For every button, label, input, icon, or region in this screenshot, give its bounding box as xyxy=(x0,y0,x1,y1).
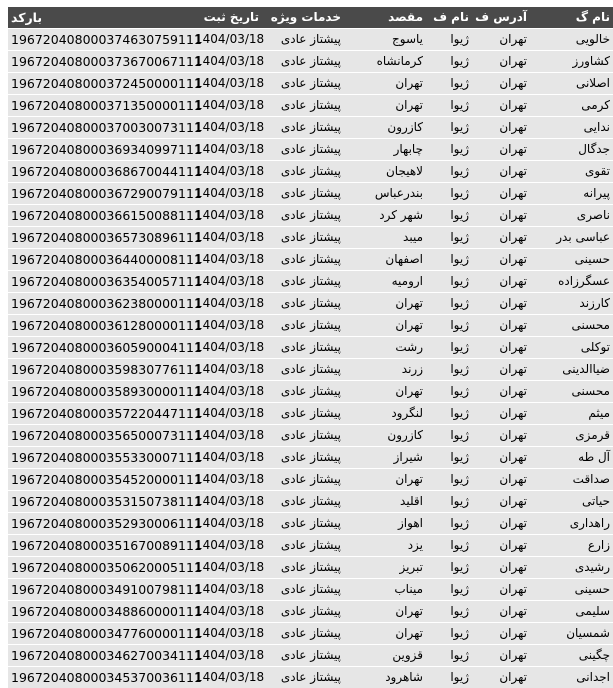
cell-destination[interactable]: لاهیجان xyxy=(344,161,426,183)
cell-recipient-name[interactable]: پیرانه xyxy=(530,183,613,205)
cell-service[interactable]: پیشتاز عادی xyxy=(262,667,344,688)
cell-sender-address[interactable]: تهران xyxy=(472,227,530,249)
cell-service[interactable]: پیشتاز عادی xyxy=(262,161,344,183)
cell-sender-address[interactable]: تهران xyxy=(472,359,530,381)
cell-service[interactable]: پیشتاز عادی xyxy=(262,227,344,249)
cell-destination[interactable]: اصفهان xyxy=(344,249,426,271)
cell-sender-address[interactable]: تهران xyxy=(472,271,530,293)
cell-destination[interactable]: بندرعباس xyxy=(344,183,426,205)
cell-destination[interactable]: تهران xyxy=(344,601,426,623)
cell-recipient-name[interactable]: حیاتی xyxy=(530,491,613,513)
cell-destination[interactable]: تهران xyxy=(344,381,426,403)
cell-recipient-name[interactable]: سلیمی xyxy=(530,601,613,623)
cell-barcode[interactable]: 196720408000372450000111 xyxy=(8,73,192,95)
cell-sender-address[interactable]: تهران xyxy=(472,73,530,95)
cell-service[interactable]: پیشتاز عادی xyxy=(262,425,344,447)
cell-barcode[interactable]: 196720408000355330007111 xyxy=(8,447,192,469)
cell-recipient-name[interactable]: تقوی xyxy=(530,161,613,183)
cell-date[interactable]: 1404/03/18 xyxy=(192,73,262,95)
cell-service[interactable]: پیشتاز عادی xyxy=(262,205,344,227)
cell-sender-address[interactable]: تهران xyxy=(472,381,530,403)
cell-service[interactable]: پیشتاز عادی xyxy=(262,315,344,337)
cell-date[interactable]: 1404/03/18 xyxy=(192,29,262,51)
cell-date[interactable]: 1404/03/18 xyxy=(192,535,262,557)
cell-date[interactable]: 1404/03/18 xyxy=(192,403,262,425)
cell-sender-name[interactable]: ژیوا xyxy=(426,315,472,337)
cell-sender-name[interactable]: ژیوا xyxy=(426,403,472,425)
cell-barcode[interactable]: 196720408000354520000111 xyxy=(8,469,192,491)
cell-sender-name[interactable]: ژیوا xyxy=(426,623,472,645)
cell-sender-name[interactable]: ژیوا xyxy=(426,447,472,469)
cell-sender-address[interactable]: تهران xyxy=(472,469,530,491)
cell-barcode[interactable]: 196720408000362380000111 xyxy=(8,293,192,315)
cell-barcode[interactable]: 196720408000347760000111 xyxy=(8,623,192,645)
cell-destination[interactable]: چابهار xyxy=(344,139,426,161)
cell-barcode[interactable]: 196720408000368670044111 xyxy=(8,161,192,183)
table-row[interactable] xyxy=(8,535,613,557)
cell-destination[interactable]: اقلید xyxy=(344,491,426,513)
cell-recipient-name[interactable]: محسنی xyxy=(530,315,613,337)
cell-service[interactable]: پیشتاز عادی xyxy=(262,51,344,73)
cell-sender-name[interactable]: ژیوا xyxy=(426,271,472,293)
cell-sender-name[interactable]: ژیوا xyxy=(426,51,472,73)
cell-destination[interactable]: قزوین xyxy=(344,645,426,667)
table-row[interactable] xyxy=(8,469,613,491)
cell-recipient-name[interactable]: چگینی xyxy=(530,645,613,667)
cell-recipient-name[interactable]: اصلانی xyxy=(530,73,613,95)
cell-barcode[interactable]: 196720408000350620005111 xyxy=(8,557,192,579)
cell-service[interactable]: پیشتاز عادی xyxy=(262,359,344,381)
cell-recipient-name[interactable]: شمسیان xyxy=(530,623,613,645)
cell-date[interactable]: 1404/03/18 xyxy=(192,469,262,491)
cell-sender-address[interactable]: تهران xyxy=(472,623,530,645)
cell-service[interactable]: پیشتاز عادی xyxy=(262,557,344,579)
cell-barcode[interactable]: 196720408000371350000111 xyxy=(8,95,192,117)
cell-recipient-name[interactable]: خالویی xyxy=(530,29,613,51)
cell-barcode[interactable]: 196720408000366150088111 xyxy=(8,205,192,227)
cell-service[interactable]: پیشتاز عادی xyxy=(262,623,344,645)
cell-sender-address[interactable]: تهران xyxy=(472,425,530,447)
cell-service[interactable]: پیشتاز عادی xyxy=(262,645,344,667)
cell-recipient-name[interactable]: حسینی xyxy=(530,249,613,271)
table-row[interactable] xyxy=(8,337,613,359)
table-row[interactable] xyxy=(8,271,613,293)
cell-destination[interactable]: تهران xyxy=(344,73,426,95)
table-row[interactable] xyxy=(8,73,613,95)
table-row[interactable] xyxy=(8,95,613,117)
cell-recipient-name[interactable]: کارزند xyxy=(530,293,613,315)
cell-date[interactable]: 1404/03/18 xyxy=(192,95,262,117)
cell-recipient-name[interactable]: ندایی xyxy=(530,117,613,139)
cell-destination[interactable]: تهران xyxy=(344,623,426,645)
table-row[interactable] xyxy=(8,623,613,645)
table-row[interactable] xyxy=(8,359,613,381)
cell-barcode[interactable]: 196720408000363540057111 xyxy=(8,271,192,293)
cell-recipient-name[interactable]: صداقت xyxy=(530,469,613,491)
cell-destination[interactable]: کازرون xyxy=(344,425,426,447)
cell-date[interactable]: 1404/03/18 xyxy=(192,601,262,623)
cell-sender-address[interactable]: تهران xyxy=(472,601,530,623)
cell-recipient-name[interactable]: توکلی xyxy=(530,337,613,359)
cell-date[interactable]: 1404/03/18 xyxy=(192,425,262,447)
cell-sender-name[interactable]: ژیوا xyxy=(426,667,472,688)
cell-recipient-name[interactable]: ناصری xyxy=(530,205,613,227)
cell-date[interactable]: 1404/03/18 xyxy=(192,249,262,271)
table-row[interactable] xyxy=(8,601,613,623)
cell-sender-address[interactable]: تهران xyxy=(472,205,530,227)
cell-sender-name[interactable]: ژیوا xyxy=(426,557,472,579)
table-row[interactable] xyxy=(8,645,613,667)
cell-destination[interactable]: تهران xyxy=(344,293,426,315)
cell-date[interactable]: 1404/03/18 xyxy=(192,117,262,139)
cell-sender-address[interactable]: تهران xyxy=(472,403,530,425)
cell-barcode[interactable]: 196720408000346270034111 xyxy=(8,645,192,667)
cell-recipient-name[interactable]: جدگال xyxy=(530,139,613,161)
cell-date[interactable]: 1404/03/18 xyxy=(192,227,262,249)
cell-sender-address[interactable]: تهران xyxy=(472,579,530,601)
cell-service[interactable]: پیشتاز عادی xyxy=(262,95,344,117)
cell-service[interactable]: پیشتاز عادی xyxy=(262,491,344,513)
cell-destination[interactable]: میناب xyxy=(344,579,426,601)
cell-sender-address[interactable]: تهران xyxy=(472,557,530,579)
cell-destination[interactable]: شیراز xyxy=(344,447,426,469)
cell-barcode[interactable]: 196720408000369340997111 xyxy=(8,139,192,161)
cell-recipient-name[interactable]: اجدانی xyxy=(530,667,613,688)
cell-service[interactable]: پیشتاز عادی xyxy=(262,139,344,161)
cell-sender-name[interactable]: ژیوا xyxy=(426,205,472,227)
cell-date[interactable]: 1404/03/18 xyxy=(192,271,262,293)
cell-date[interactable]: 1404/03/18 xyxy=(192,51,262,73)
table-row[interactable] xyxy=(8,579,613,601)
cell-service[interactable]: پیشتاز عادی xyxy=(262,293,344,315)
cell-sender-address[interactable]: تهران xyxy=(472,447,530,469)
cell-sender-name[interactable]: ژیوا xyxy=(426,579,472,601)
table-row[interactable] xyxy=(8,381,613,403)
shipment-sheet xyxy=(8,7,593,688)
cell-recipient-name[interactable]: رشیدی xyxy=(530,557,613,579)
header-destination[interactable]: مقصد xyxy=(344,7,426,29)
cell-recipient-name[interactable]: کشاورز xyxy=(530,51,613,73)
cell-destination[interactable]: تبریز xyxy=(344,557,426,579)
cell-date[interactable]: 1404/03/18 xyxy=(192,337,262,359)
table-header xyxy=(8,7,613,29)
cell-sender-name[interactable]: ژیوا xyxy=(426,29,472,51)
cell-service[interactable]: پیشتاز عادی xyxy=(262,271,344,293)
cell-date[interactable]: 1404/03/18 xyxy=(192,513,262,535)
cell-service[interactable]: پیشتاز عادی xyxy=(262,535,344,557)
cell-barcode[interactable]: 196720408000370030073111 xyxy=(8,117,192,139)
cell-sender-address[interactable]: تهران xyxy=(472,315,530,337)
cell-recipient-name[interactable]: راهداری xyxy=(530,513,613,535)
cell-service[interactable]: پیشتاز عادی xyxy=(262,29,344,51)
cell-destination[interactable]: شاهرود xyxy=(344,667,426,688)
cell-sender-address[interactable]: تهران xyxy=(472,513,530,535)
cell-destination[interactable]: لنگرود xyxy=(344,403,426,425)
cell-sender-name[interactable]: ژیوا xyxy=(426,513,472,535)
table-row[interactable] xyxy=(8,557,613,579)
header-sender-address[interactable]: آدرس ف xyxy=(472,7,530,29)
cell-sender-address[interactable]: تهران xyxy=(472,491,530,513)
shipment-table xyxy=(8,7,613,688)
cell-date[interactable]: 1404/03/18 xyxy=(192,579,262,601)
cell-barcode[interactable]: 196720408000373670067111 xyxy=(8,51,192,73)
header-barcode[interactable]: بارکد xyxy=(8,7,192,29)
cell-barcode[interactable]: 196720408000358930000111 xyxy=(8,381,192,403)
cell-destination[interactable]: کازرون xyxy=(344,117,426,139)
cell-destination[interactable]: ارومیه xyxy=(344,271,426,293)
table-row[interactable] xyxy=(8,117,613,139)
cell-service[interactable]: پیشتاز عادی xyxy=(262,579,344,601)
cell-destination[interactable]: میبد xyxy=(344,227,426,249)
cell-date[interactable]: 1404/03/18 xyxy=(192,447,262,469)
cell-service[interactable]: پیشتاز عادی xyxy=(262,337,344,359)
cell-sender-address[interactable]: تهران xyxy=(472,293,530,315)
cell-sender-name[interactable]: ژیوا xyxy=(426,117,472,139)
cell-barcode[interactable]: 196720408000351670089111 xyxy=(8,535,192,557)
cell-sender-name[interactable]: ژیوا xyxy=(426,425,472,447)
cell-destination[interactable]: رشت xyxy=(344,337,426,359)
cell-date[interactable]: 1404/03/18 xyxy=(192,205,262,227)
cell-destination[interactable]: شهر کرد xyxy=(344,205,426,227)
cell-recipient-name[interactable]: عسگرزاده xyxy=(530,271,613,293)
cell-sender-name[interactable]: ژیوا xyxy=(426,535,472,557)
cell-barcode[interactable]: 196720408000349100798111 xyxy=(8,579,192,601)
cell-barcode[interactable]: 196720408000348860000111 xyxy=(8,601,192,623)
cell-date[interactable]: 1404/03/18 xyxy=(192,359,262,381)
cell-destination[interactable]: یاسوج xyxy=(344,29,426,51)
header-recipient-name[interactable]: نام گ xyxy=(530,7,613,29)
cell-recipient-name[interactable]: آل طه xyxy=(530,447,613,469)
cell-sender-name[interactable]: ژیوا xyxy=(426,183,472,205)
cell-sender-address[interactable]: تهران xyxy=(472,29,530,51)
cell-date[interactable]: 1404/03/18 xyxy=(192,183,262,205)
table-row[interactable] xyxy=(8,491,613,513)
cell-service[interactable]: پیشتاز عادی xyxy=(262,117,344,139)
header-sender-name[interactable]: نام ف xyxy=(426,7,472,29)
cell-sender-name[interactable]: ژیوا xyxy=(426,161,472,183)
cell-service[interactable]: پیشتاز عادی xyxy=(262,513,344,535)
table-body xyxy=(8,29,613,688)
cell-sender-name[interactable]: ژیوا xyxy=(426,601,472,623)
cell-recipient-name[interactable]: زارع xyxy=(530,535,613,557)
table-row[interactable] xyxy=(8,183,613,205)
cell-barcode[interactable]: 196720408000374630759111 xyxy=(8,29,192,51)
cell-date[interactable]: 1404/03/18 xyxy=(192,139,262,161)
cell-recipient-name[interactable]: میثم xyxy=(530,403,613,425)
cell-sender-address[interactable]: تهران xyxy=(472,337,530,359)
table-row[interactable] xyxy=(8,51,613,73)
header-row xyxy=(8,7,613,29)
cell-destination[interactable]: یزد xyxy=(344,535,426,557)
cell-sender-name[interactable]: ژیوا xyxy=(426,227,472,249)
cell-recipient-name[interactable]: عباسی بدر xyxy=(530,227,613,249)
cell-sender-name[interactable]: ژیوا xyxy=(426,73,472,95)
table-row[interactable] xyxy=(8,293,613,315)
table-row[interactable] xyxy=(8,513,613,535)
table-row[interactable] xyxy=(8,667,613,688)
table-row[interactable] xyxy=(8,249,613,271)
table-row[interactable] xyxy=(8,315,613,337)
cell-sender-address[interactable]: تهران xyxy=(472,645,530,667)
table-row[interactable] xyxy=(8,205,613,227)
cell-sender-address[interactable]: تهران xyxy=(472,535,530,557)
cell-sender-name[interactable]: ژیوا xyxy=(426,95,472,117)
cell-barcode[interactable]: 196720408000352930006111 xyxy=(8,513,192,535)
cell-destination[interactable]: تهران xyxy=(344,315,426,337)
cell-sender-address[interactable]: تهران xyxy=(472,139,530,161)
cell-barcode[interactable]: 196720408000353150738111 xyxy=(8,491,192,513)
cell-sender-address[interactable]: تهران xyxy=(472,249,530,271)
cell-recipient-name[interactable]: حسینی xyxy=(530,579,613,601)
cell-date[interactable]: 1404/03/18 xyxy=(192,315,262,337)
cell-service[interactable]: پیشتاز عادی xyxy=(262,73,344,95)
cell-barcode[interactable]: 196720408000360590004111 xyxy=(8,337,192,359)
cell-recipient-name[interactable]: کرمی xyxy=(530,95,613,117)
cell-barcode[interactable]: 196720408000364400008111 xyxy=(8,249,192,271)
cell-sender-address[interactable]: تهران xyxy=(472,161,530,183)
cell-date[interactable]: 1404/03/18 xyxy=(192,645,262,667)
cell-service[interactable]: پیشتاز عادی xyxy=(262,601,344,623)
header-date[interactable]: تاریخ ثبت xyxy=(192,7,262,29)
cell-service[interactable]: پیشتاز عادی xyxy=(262,447,344,469)
cell-service[interactable]: پیشتاز عادی xyxy=(262,249,344,271)
cell-sender-name[interactable]: ژیوا xyxy=(426,249,472,271)
cell-sender-address[interactable]: تهران xyxy=(472,117,530,139)
cell-date[interactable]: 1404/03/18 xyxy=(192,161,262,183)
cell-sender-address[interactable]: تهران xyxy=(472,51,530,73)
cell-recipient-name[interactable]: محسنی xyxy=(530,381,613,403)
cell-service[interactable]: پیشتاز عادی xyxy=(262,381,344,403)
cell-barcode[interactable]: 196720408000361280000111 xyxy=(8,315,192,337)
cell-date[interactable]: 1404/03/18 xyxy=(192,623,262,645)
table-row[interactable] xyxy=(8,29,613,51)
table-row[interactable] xyxy=(8,227,613,249)
cell-destination[interactable]: کرمانشاه xyxy=(344,51,426,73)
cell-barcode[interactable]: 196720408000367290079111 xyxy=(8,183,192,205)
cell-date[interactable]: 1404/03/18 xyxy=(192,667,262,688)
cell-date[interactable]: 1404/03/18 xyxy=(192,491,262,513)
table-row[interactable] xyxy=(8,447,613,469)
cell-sender-name[interactable]: ژیوا xyxy=(426,359,472,381)
cell-recipient-name[interactable]: ضیاالدینی xyxy=(530,359,613,381)
cell-barcode[interactable]: 196720408000356500073111 xyxy=(8,425,192,447)
cell-sender-name[interactable]: ژیوا xyxy=(426,381,472,403)
cell-sender-name[interactable]: ژیوا xyxy=(426,645,472,667)
cell-destination[interactable]: تهران xyxy=(344,469,426,491)
table-row[interactable] xyxy=(8,161,613,183)
cell-destination[interactable]: تهران xyxy=(344,95,426,117)
cell-sender-name[interactable]: ژیوا xyxy=(426,293,472,315)
cell-date[interactable]: 1404/03/18 xyxy=(192,293,262,315)
cell-sender-name[interactable]: ژیوا xyxy=(426,139,472,161)
cell-barcode[interactable]: 196720408000359830776111 xyxy=(8,359,192,381)
header-service[interactable]: خدمات ویژه xyxy=(262,7,344,29)
cell-date[interactable]: 1404/03/18 xyxy=(192,381,262,403)
table-row[interactable] xyxy=(8,425,613,447)
table-row[interactable] xyxy=(8,139,613,161)
table-row[interactable] xyxy=(8,403,613,425)
cell-sender-address[interactable]: تهران xyxy=(472,183,530,205)
cell-barcode[interactable]: 196720408000345370036111 xyxy=(8,667,192,688)
cell-destination[interactable]: اهواز xyxy=(344,513,426,535)
cell-sender-name[interactable]: ژیوا xyxy=(426,469,472,491)
cell-date[interactable]: 1404/03/18 xyxy=(192,557,262,579)
cell-service[interactable]: پیشتاز عادی xyxy=(262,183,344,205)
cell-recipient-name[interactable]: قرمزی xyxy=(530,425,613,447)
cell-barcode[interactable]: 196720408000357220447111 xyxy=(8,403,192,425)
cell-service[interactable]: پیشتاز عادی xyxy=(262,403,344,425)
cell-sender-address[interactable]: تهران xyxy=(472,667,530,688)
cell-sender-name[interactable]: ژیوا xyxy=(426,337,472,359)
cell-service[interactable]: پیشتاز عادی xyxy=(262,469,344,491)
cell-barcode[interactable]: 196720408000365730896111 xyxy=(8,227,192,249)
cell-sender-address[interactable]: تهران xyxy=(472,95,530,117)
cell-sender-name[interactable]: ژیوا xyxy=(426,491,472,513)
cell-destination[interactable]: زرند xyxy=(344,359,426,381)
